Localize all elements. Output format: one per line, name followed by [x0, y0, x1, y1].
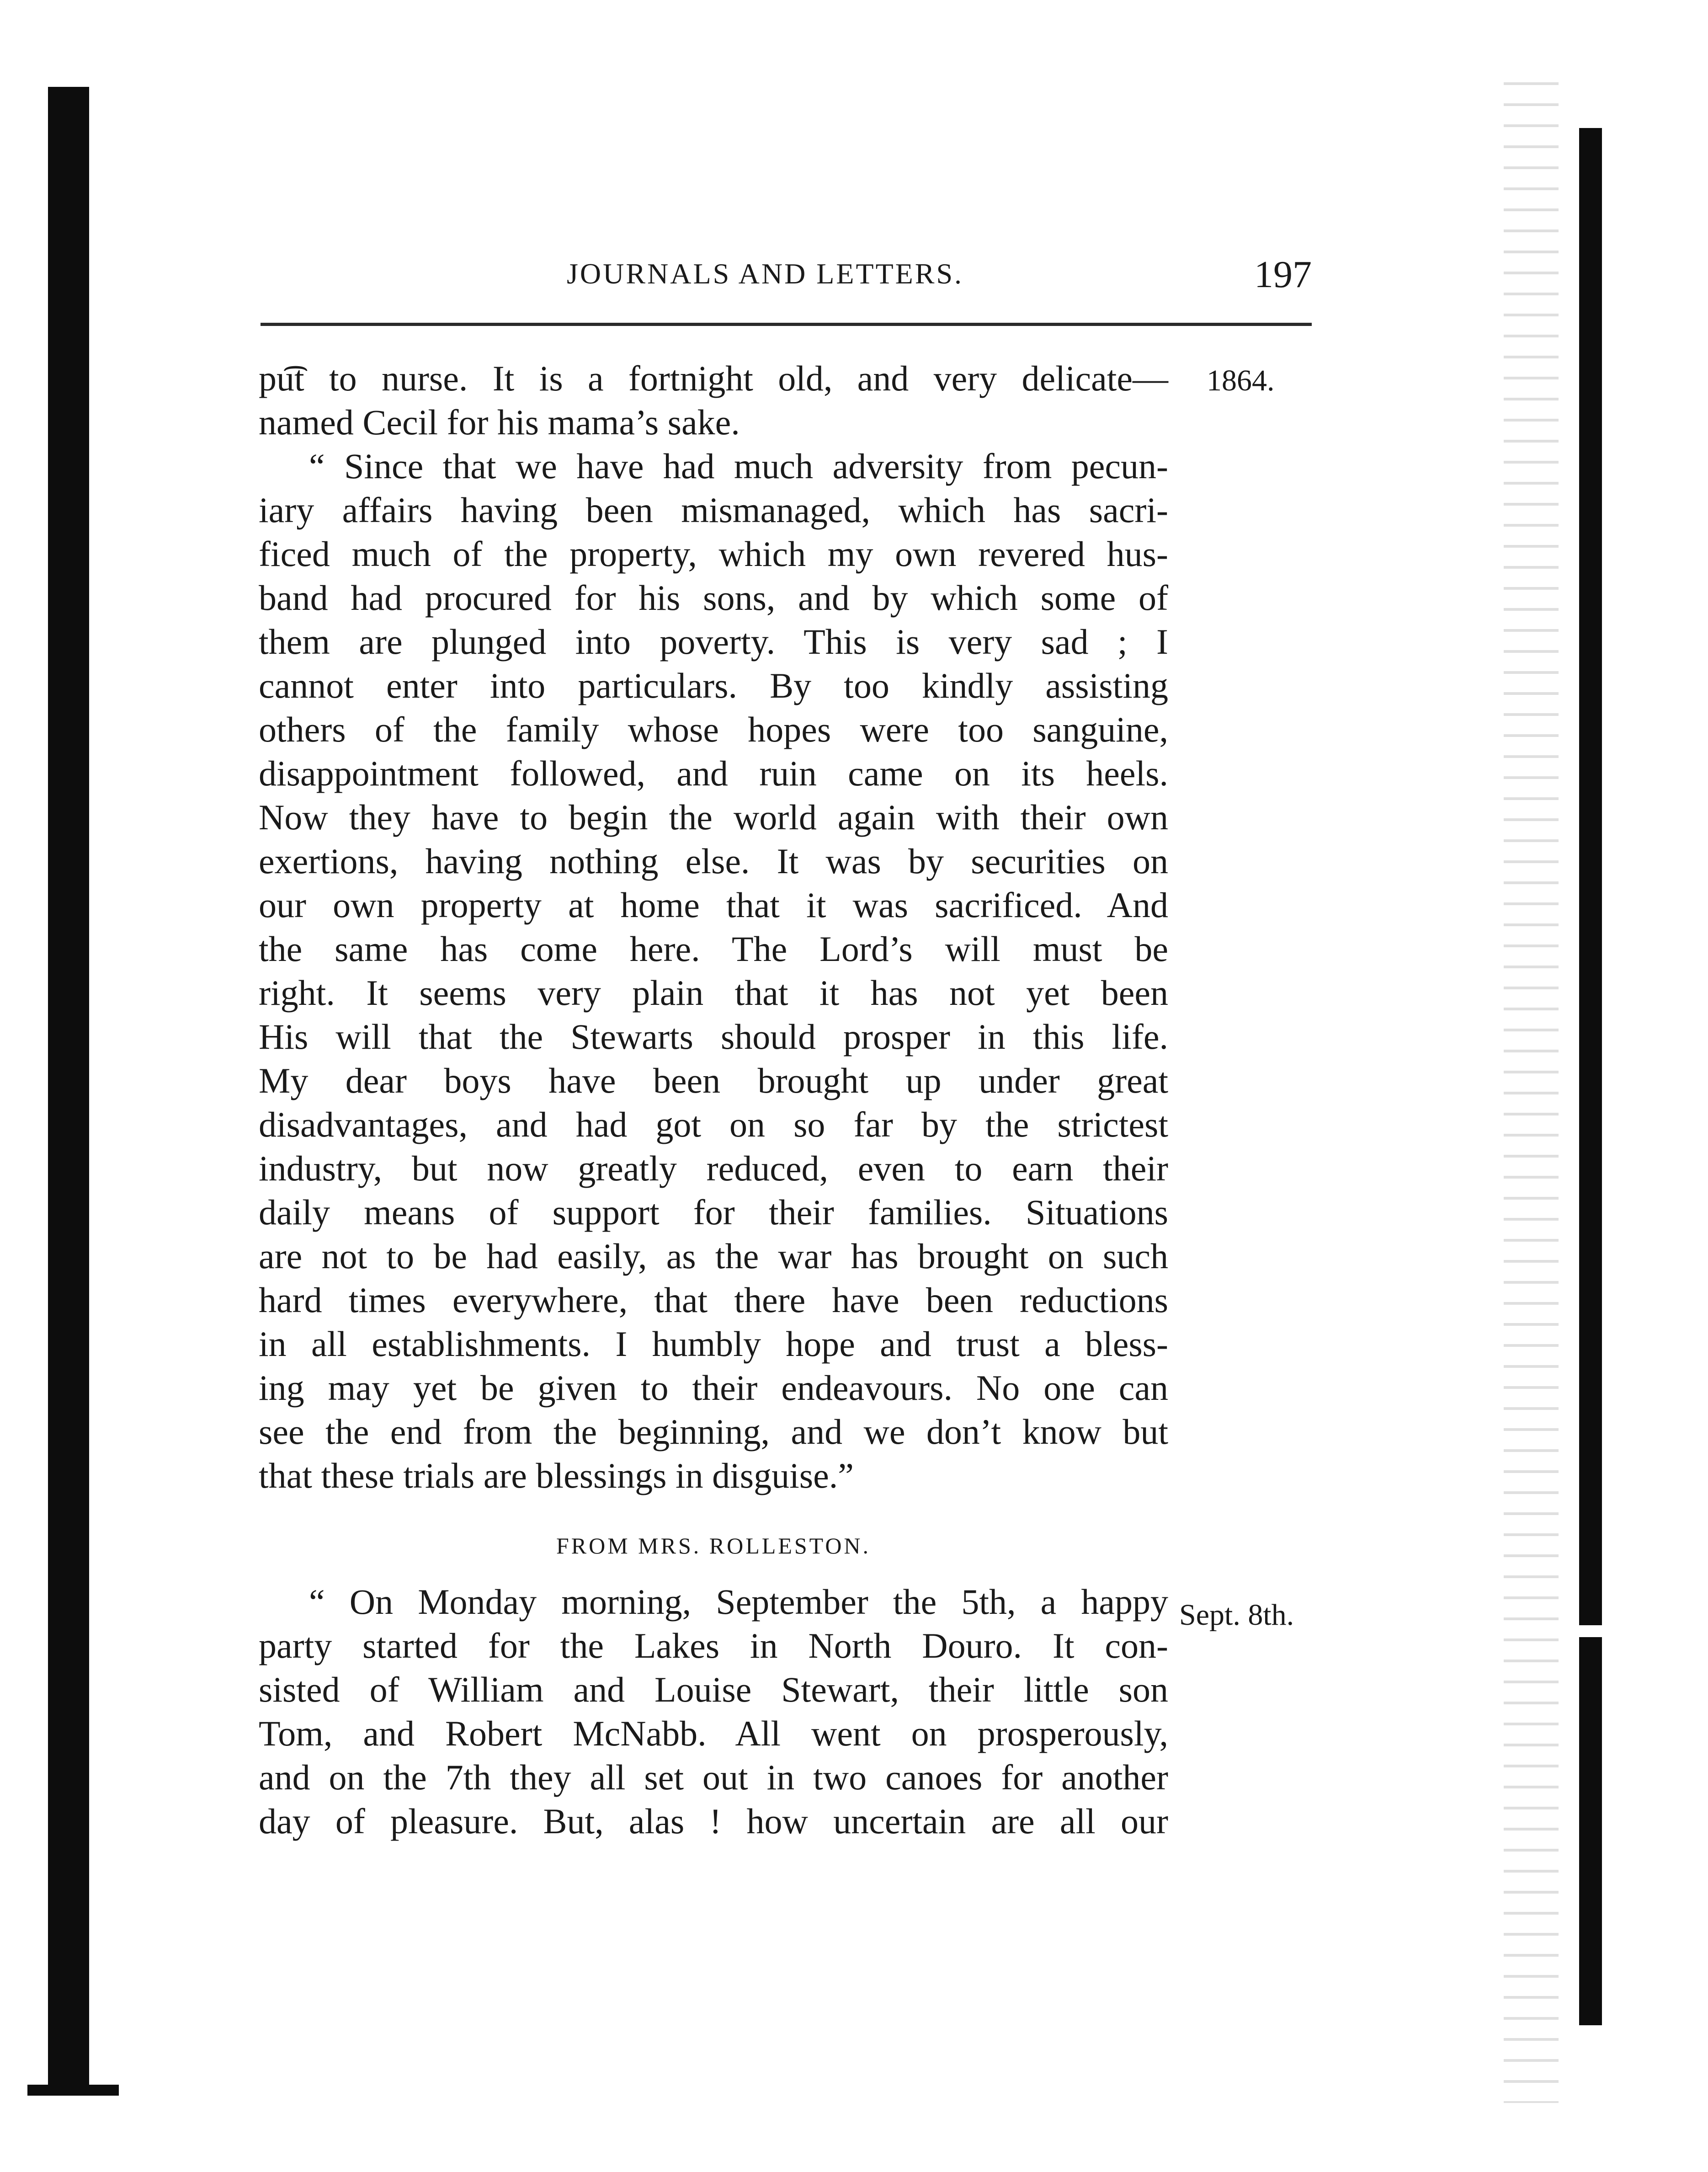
text-line: sisted of William and Louise Stewart, their little son [259, 1670, 1168, 1709]
scan-edge-left [48, 87, 89, 2089]
scan-edge-right-gap [1579, 1625, 1602, 1637]
text-line: ing may yet be given to their endeavours. No one can [259, 1368, 1168, 1408]
paragraph-letter [259, 444, 1168, 1498]
text-line: that these trials are blessings in disguise.” [259, 1456, 854, 1495]
text-line: day of pleasure. But, alas ! how uncertain are all our [259, 1801, 1168, 1841]
page-number: 197 [1254, 253, 1312, 296]
text-line: band had procured for his sons, and by which some of [259, 578, 1168, 618]
text-line: the same has come here. The Lord’s will must be [259, 929, 1168, 969]
paragraph-rolleston [259, 1580, 1168, 1843]
margin-note-date: Sept. 8th. [1179, 1598, 1294, 1632]
header-rule [261, 323, 1312, 326]
text-line: exertions, having nothing else. It was by securities on [259, 841, 1168, 881]
text-line: pu͡t to nurse. It is a fortnight old, and very delicate— [259, 358, 1168, 398]
scan-gutter-speckle [1504, 82, 1559, 2103]
text-line: and on the 7th they all set out in two canoes for another [259, 1757, 1168, 1797]
scan-edge-left-foot [27, 2085, 119, 2096]
text-line: cannot enter into particulars. By too kindly assisting [259, 666, 1168, 705]
text-line: iary affairs having been mismanaged, which has sacri- [259, 490, 1168, 530]
text-line: industry, but now greatly reduced, even to earn their [259, 1148, 1168, 1188]
text-line: named Cecil for his mama’s sake. [259, 402, 740, 442]
text-line: “ Since that we have had much adversity from pecun- [309, 446, 1168, 486]
text-line: His will that the Stewarts should prosper in this life. [259, 1017, 1168, 1057]
text-line: Now they have to begin the world again with their own [259, 797, 1168, 837]
text-line: My dear boys have been brought up under great [259, 1061, 1168, 1100]
running-title: JOURNALS AND LETTERS. [567, 257, 964, 290]
text-line: see the end from the beginning, and we don’t know but [259, 1412, 1168, 1452]
text-line: disadvantages, and had got on so far by the strictest [259, 1105, 1168, 1144]
text-line: disappointment followed, and ruin came on its heels. [259, 753, 1168, 793]
text-line: our own property at home that it was sacrificed. And [259, 885, 1168, 925]
paragraph-continued [259, 357, 1168, 444]
page-body [259, 357, 1168, 1843]
text-line: are not to be had easily, as the war has brought on such [259, 1236, 1168, 1276]
text-line: in all establishments. I humbly hope and trust a bless- [259, 1324, 1168, 1364]
text-line: party started for the Lakes in North Douro. It con- [259, 1626, 1168, 1665]
margin-note-year: 1864. [1207, 364, 1275, 397]
section-heading: FROM MRS. ROLLESTON. [556, 1533, 871, 1558]
text-line: Tom, and Robert McNabb. All went on prosperously, [259, 1713, 1168, 1753]
text-line: ficed much of the property, which my own revered hus- [259, 534, 1168, 574]
text-line: others of the family whose hopes were too sanguine, [259, 710, 1168, 749]
scan-edge-right [1579, 128, 1602, 2025]
text-line: right. It seems very plain that it has not yet been [259, 973, 1168, 1013]
text-line: hard times everywhere, that there have been reductions [259, 1280, 1168, 1320]
text-line: them are plunged into poverty. This is very sad ; I [259, 622, 1168, 662]
text-line: daily means of support for their families. Situations [259, 1192, 1168, 1232]
text-line: “ On Monday morning, September the 5th, a happy [309, 1582, 1168, 1622]
page-header [261, 252, 1312, 303]
